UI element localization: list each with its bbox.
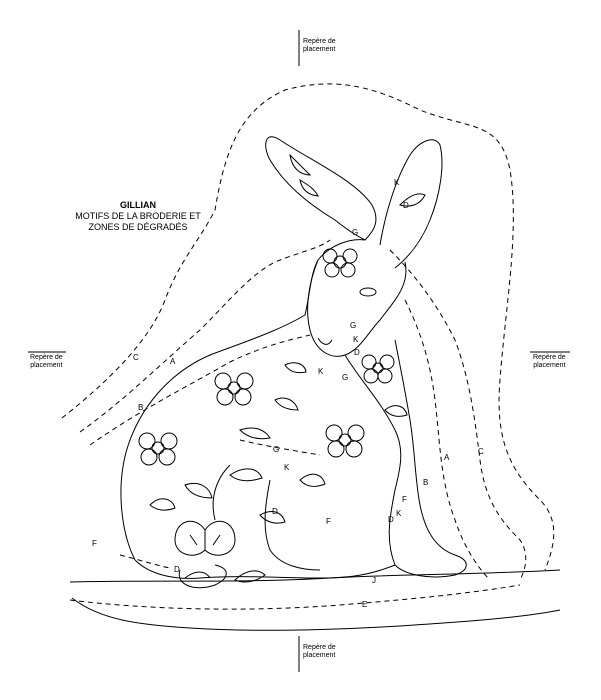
zone-line-right-b — [405, 300, 490, 580]
registration-right-line1: Repère de — [533, 354, 566, 361]
registration-bottom-line1: Repère de — [303, 644, 336, 651]
zone-label-b-left: B — [138, 403, 144, 412]
flower-motifs — [139, 249, 394, 555]
registration-left-line1: Repère de — [30, 354, 63, 361]
zone-label-g-face: G — [350, 321, 357, 330]
zone-label-k-face: K — [353, 335, 359, 344]
zone-label-a-right: A — [444, 453, 450, 462]
zone-label-g-neck: G — [342, 373, 349, 382]
registration-top-line2: placement — [303, 46, 336, 53]
zone-label-d-face: D — [354, 348, 360, 357]
zone-label-d-leg: D — [388, 515, 394, 524]
zone-line-c — [80, 240, 330, 432]
zone-label-k-body: K — [284, 463, 290, 472]
zone-label-f-left: F — [92, 539, 97, 548]
zone-label-k-leg: K — [396, 509, 402, 518]
hare-ear-right — [380, 140, 442, 268]
zone-label-a-left: A — [170, 357, 176, 366]
zone-line-right-a — [390, 250, 526, 580]
zone-line-d-left — [120, 555, 170, 568]
pattern-name: GILLIAN — [120, 200, 156, 210]
zone-label-k-neck: K — [318, 367, 324, 376]
zone-label-f-right: F — [402, 495, 407, 504]
ground-line-bottom — [72, 598, 560, 630]
zone-label-c-right: C — [478, 447, 484, 456]
pattern-subtitle-line1: MOTIFS DE LA BRODERIE ET — [75, 211, 201, 221]
hare-hind-foot — [179, 565, 226, 588]
zone-label-d-ear: D — [403, 201, 409, 210]
registration-top-line1: Repère de — [303, 38, 336, 45]
registration-left-line2: placement — [30, 362, 63, 369]
hare-haunch-line — [265, 480, 320, 570]
zone-label-g-ear: G — [352, 228, 359, 237]
zone-label-b-right: B — [423, 478, 429, 487]
registration-bottom-line2: placement — [303, 652, 336, 659]
zone-label-d-bottom: D — [174, 565, 180, 574]
zone-labels — [92, 178, 484, 609]
zone-line-base — [70, 585, 520, 609]
hare-head-ear-left — [121, 137, 376, 560]
hare-eye — [360, 288, 376, 296]
zone-line-a — [90, 335, 310, 445]
zone-label-c-left: C — [133, 353, 139, 362]
zone-label-f-body: F — [326, 517, 331, 526]
zone-label-e: E — [362, 600, 368, 609]
zone-label-g-body: G — [273, 445, 280, 454]
registration-right-line2: placement — [533, 362, 566, 369]
zone-label-j: J — [372, 576, 376, 585]
zone-label-d-body: D — [272, 507, 278, 516]
zone-line-g — [240, 440, 320, 455]
zone-label-k-ear: K — [394, 178, 400, 187]
pattern-subtitle-line2: ZONES DE DÉGRADÉS — [88, 222, 188, 232]
gradient-zone-lines — [62, 84, 554, 609]
hare-nose — [318, 338, 332, 344]
